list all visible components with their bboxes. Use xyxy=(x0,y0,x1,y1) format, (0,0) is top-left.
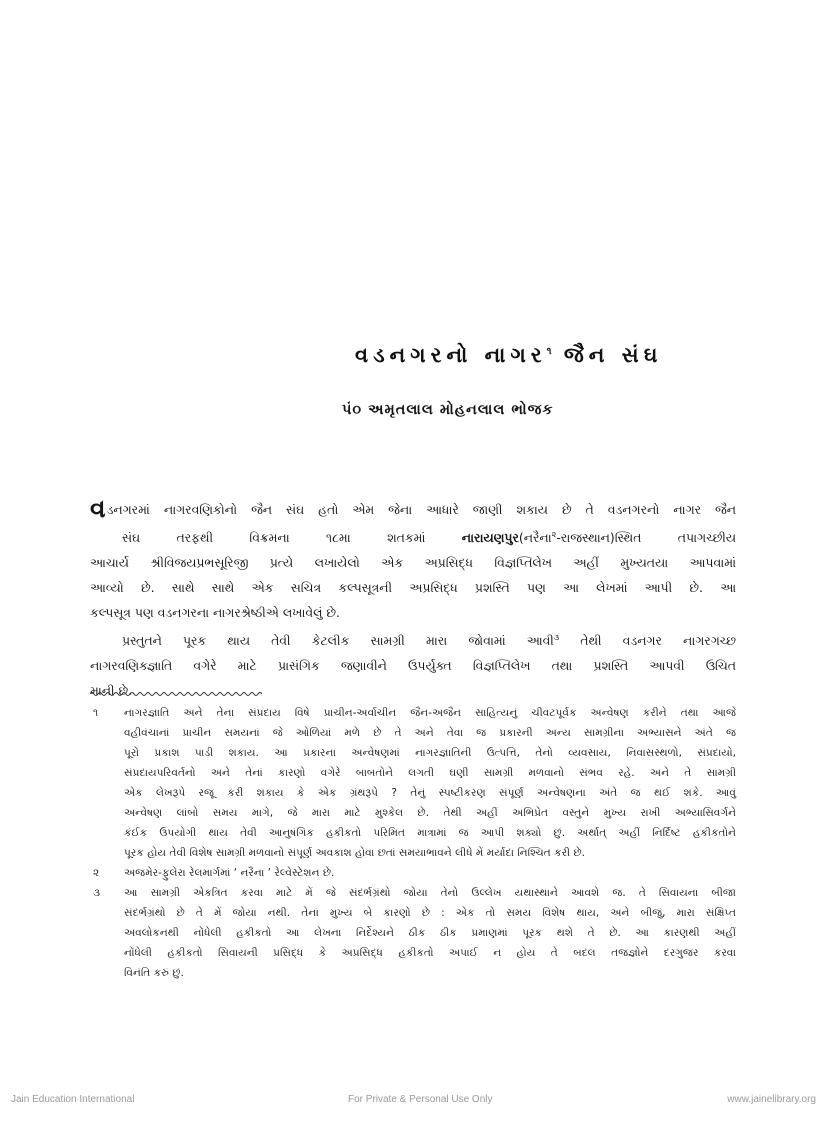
article-author: પં૦ અમૃતલાલ મોહનલાલ ભોજક xyxy=(342,402,554,418)
footnote-line: સંપ્રદાયપરિવર્તનો અને તેનાં કારણો વગેરે બાબતોને લગતી ઘણી સામગ્રી મળવાનો સંભવ રહે. અને તે સામગ્રી xyxy=(124,767,736,779)
footnote-ref-3[interactable]: ૩ xyxy=(553,633,560,642)
article-body xyxy=(90,494,736,703)
footnote-line: નાગરજ્ઞાતિ અને તેના સંપ્રદાય વિષે પ્રાચીન-અર્વાચીન જૈન-અજૈન સાહિત્યનું ચીવટપૂર્વક અન્વેષણ કરીને તથા આજે xyxy=(124,707,736,719)
title-end-text: જૈન સંઘ xyxy=(563,343,663,367)
article-title xyxy=(355,343,662,368)
footer-website-link[interactable]: www.jainelibrary.org xyxy=(727,1094,816,1105)
footnote-2 xyxy=(90,863,736,883)
paragraph-line: પ્રસ્તુતને પૂરક થાય તેવી કેટલીક સામગ્રી મારા જોવામાં આવી$^૩$ તેથી વડનગર નાગરગચ્છ xyxy=(122,633,736,648)
paragraph-line: આચાર્ય શ્રીવિજયપ્રભસૂરિજી પ્રત્યે લખાયેલો એક અપ્રસિદ્ધ વિજ્ઞપ્તિલેખ અહીં મુખ્યતયા આપવામાં xyxy=(90,555,736,570)
footnote-line: વહીવંચાનાં પ્રાચીન સમયનાં જે ઓળિયાં મળે છે તે અને તેવા જ પ્રકારની અન્ય સામગ્રીના અભ્યાસને અંતે જ xyxy=(124,727,736,739)
footnote-line: અવલોકનથી નોંધેલી હકીકતો આ લેખના નિર્દેશ્યને ઠીક ઠીક પ્રમાણમાં પૂરક થશે તે છે. આ કારણથી અહીં xyxy=(124,927,736,939)
footnote-number: ૧ xyxy=(93,707,99,719)
footnote-line: કંઈક ઉપયોગી થાય તેવી આનુષંગિક હકીકતો પરિમિત માત્રામાં જ આપી શક્યો છું. અર્થાત્ અહીં નિર્દિષ્ટ હકીકતોને xyxy=(124,827,736,839)
paragraph-1 xyxy=(90,494,736,625)
drop-cap: વ xyxy=(90,494,106,523)
paragraph-line: નાગરવણિક્જ્ઞાતિ વગેરે માટે પ્રાસંગિક જણાવીને ઉપર્યુક્ત વિજ્ઞપ્તિલેખ તથા પ્રશસ્તિ આપવી ઉચિત xyxy=(90,658,736,673)
footnote-line: એક લેખરૂપે રજૂ કરી શકાય કે એક ગ્રંથરૂપે ? તેનું સ્પષ્ટીકરણ સંપૂર્ણ અન્વેષણના અંતે જ થઈ શકે. આવું xyxy=(124,787,736,799)
paragraph-line: સંઘ તરફથી વિક્રમના ૧૮મા શતકમાં નારાયણપુર(નરૈના$^૨$-રાજસ્થાન)સ્થિત તપાગચ્છીય xyxy=(122,530,736,545)
title-text: વડનગરનો નાગર xyxy=(355,343,547,367)
footnote-divider-wavy xyxy=(90,691,262,697)
paragraph-line: આવ્યો છે. સાથે સાથે એક સચિત્ર કલ્પસૂત્રની અપ્રસિદ્ધ પ્રશસ્તિ પણ આ લેખમાં આપી છે. આ xyxy=(90,580,736,595)
footnote-line: પૂરક હોય તેવી વિશેષ સામગ્રી મળવાનો સંપૂર્ણ અવકાશ હોવા છતાં સમયાભાવને લીધે મેં મર્યાદા નિશ્ચિત કરી છે. xyxy=(124,847,586,859)
footnote-number: ૨ xyxy=(93,867,100,879)
footnote-line: અન્વેષણ લાંબો સમય માગે, જે મારા માટે મુશ્કેલ છે. તેથી અહીં અભિપ્રેત વસ્તુને મુખ્ય રાખી અભ્યાસિવર્ગને xyxy=(124,807,736,819)
footer-usage-notice: For Private & Personal Use Only xyxy=(348,1094,493,1105)
paragraph-line: કલ્પસૂત્ર પણ વડનગરના નાગરશ્રેષ્ઠીએ લખાવેલું છે. xyxy=(90,605,340,620)
page-footer xyxy=(0,1094,828,1110)
footnote-line: નોંધેલી હકીકતો સિવાયની પ્રસિદ્ધ કે અપ્રસિદ્ધ હકીકતો અપાઈ ન હોય તે બદલ તજજ્ઞોને દરગુજર કરવા xyxy=(124,947,736,959)
footnote-line: અજમેર-ફુલેરા રેલમાર્ગમાં ‘ નરૈના ’ રેલ્વેસ્ટેશન છે. xyxy=(124,867,335,879)
footnote-line: સંદર્ભગ્રંથો છે તે મેં જોયા નથી. તેનાં મુખ્ય બે કારણો છે : એક તો સમય વિશેષ થાય, અને બીજું, મારા સંક્ષિપ્ત xyxy=(124,907,736,919)
paragraph-line: માની છે. xyxy=(90,683,133,698)
footnote-number: ૩ xyxy=(93,887,101,899)
footnote-ref-2[interactable]: ૨ xyxy=(551,530,557,539)
paragraph-line: વડનગરમાં નાગરવણિકોનો જૈન સંઘ હતો એમ જેના આધારે જાણી શકાય છે તે વડનગરનો નાગર જૈન xyxy=(90,494,736,523)
footer-publisher: Jain Education International xyxy=(11,1094,135,1105)
footnote-line: પૂરો પ્રકાશ પાડી શકાય. આ પ્રકારના અન્વેષણમાં નાગરજ્ઞાતિની ઉત્પત્તિ, તેનો વ્યવસાય, નિવાસસ્થળો, સંપ્રદાયો, xyxy=(124,747,736,759)
footnote-3 xyxy=(90,883,736,983)
place-name-bold: નારાયણપુર xyxy=(461,530,519,545)
title-footnote-mark[interactable]: ૧ xyxy=(546,346,552,357)
footnotes xyxy=(90,703,736,983)
footnote-line: વિનંતિ કરું છું. xyxy=(124,967,184,979)
footnote-line: આ સામગ્રી એકત્રિત કરવા માટે મેં જે સંદર્ભગ્રંથો જોયા તેનો ઉલ્લેખ યથાસ્થાને આવશે જ. તે સિવાયના બીજા xyxy=(124,887,736,899)
footnote-1 xyxy=(90,703,736,863)
